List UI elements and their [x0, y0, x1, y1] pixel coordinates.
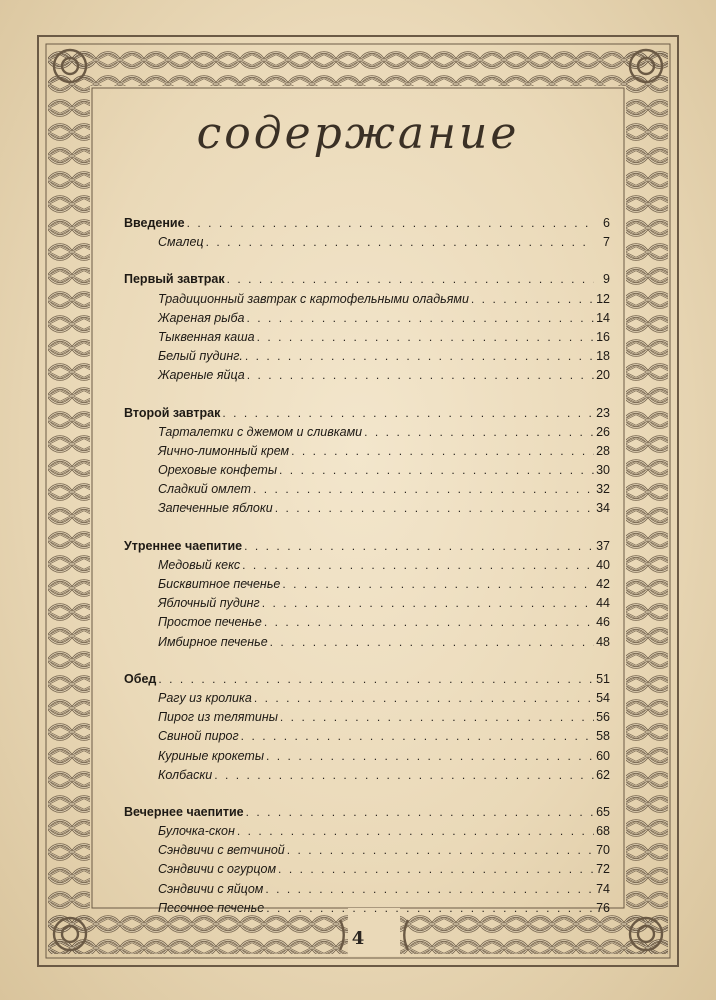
dot-leader [287, 841, 594, 860]
toc-entry [124, 328, 610, 347]
toc-entry [124, 461, 610, 480]
dot-leader [257, 328, 594, 347]
toc-entry-title: Жареные яйца [158, 368, 245, 383]
dot-leader [187, 214, 594, 233]
toc-entry-page: 58 [596, 729, 610, 744]
dot-leader [262, 594, 594, 613]
dot-leader [237, 822, 594, 841]
toc-entry-title: Яично-лимонный крем [158, 443, 290, 458]
toc-entry-title: Пирог из телятины [158, 710, 278, 725]
toc-entry [124, 899, 610, 918]
toc-entry-page: 16 [596, 329, 610, 344]
dot-leader [246, 309, 594, 328]
toc-entry-page: 18 [596, 349, 610, 364]
toc-entry [124, 613, 610, 632]
toc-entry [124, 747, 610, 766]
toc-entry-title: Бисквитное печенье [158, 577, 281, 591]
toc-entry-page: 32 [596, 482, 610, 497]
toc-section-heading-title: Обед [124, 671, 157, 686]
toc-entry-title: Свиной пирог [158, 729, 239, 744]
toc-entry-title: Ореховые конфеты [158, 463, 278, 478]
dot-leader [275, 499, 594, 518]
toc-entry-title: Тыквенная каша [158, 329, 255, 344]
dot-leader [158, 670, 594, 689]
toc-entry-page: 12 [596, 291, 610, 306]
toc-entry-title: Имбирное печенье [158, 634, 268, 649]
toc-entry-page: 26 [596, 424, 610, 439]
toc-entry [124, 442, 610, 461]
toc-entry-title: Колбаски [158, 767, 213, 782]
dot-leader [282, 575, 594, 594]
dot-leader [264, 613, 594, 632]
dot-leader [222, 404, 594, 423]
toc-entry-title: Традиционный завтрак с картофельными оладьями [158, 291, 469, 306]
dot-leader [265, 880, 594, 899]
dot-leader [471, 290, 594, 309]
toc-entry [124, 841, 610, 860]
toc-entry-page: 30 [596, 463, 610, 478]
toc-section [124, 270, 610, 385]
toc-section-heading-title: Утреннее чаепитие [124, 538, 243, 553]
dot-leader [364, 423, 594, 442]
toc-entry [124, 575, 610, 594]
toc-entry-title: Сэндвичи с огурцом [158, 862, 277, 877]
toc-entry [124, 290, 610, 309]
toc-entry [124, 347, 610, 366]
toc-section-heading-page: 9 [603, 272, 610, 287]
toc-entry [124, 309, 610, 328]
toc-entry-page: 68 [596, 824, 610, 839]
page-title: содержание [196, 108, 520, 159]
toc-entry-page: 54 [596, 690, 610, 705]
toc-section-heading-page: 65 [596, 804, 610, 819]
toc-section-heading-page: 51 [596, 671, 610, 686]
toc-section-heading [124, 404, 610, 423]
toc-section [124, 404, 610, 519]
toc-entry-page: 76 [596, 900, 610, 915]
toc-section-heading [124, 803, 610, 822]
toc-section [124, 670, 610, 785]
toc-entry-page: 7 [603, 235, 610, 250]
toc-section-heading [124, 537, 610, 556]
dot-leader [278, 860, 594, 879]
toc-entry-title: Яблочный пудинг [158, 596, 260, 611]
dot-leader [206, 233, 594, 252]
toc-entry-title: Сладкий омлет [158, 482, 252, 497]
toc-entry-page: 48 [596, 634, 610, 649]
toc-section-heading [124, 670, 610, 689]
table-of-contents [124, 214, 610, 936]
toc-entry [124, 822, 610, 841]
dot-leader [254, 689, 594, 708]
toc-section-heading-title: Введение [124, 216, 185, 230]
toc-entry [124, 499, 610, 518]
toc-entry-title: Простое печенье [158, 615, 262, 630]
toc-section-heading-page: 23 [596, 405, 610, 420]
toc-entry-title: Жареная рыба [158, 310, 245, 325]
toc-entry [124, 366, 610, 385]
toc-entry-title: Куриные крокеты [158, 748, 265, 763]
dot-leader [214, 766, 594, 785]
toc-entry-title: Белый пудинг. [158, 349, 243, 364]
toc-entry-page: 70 [596, 843, 610, 858]
dot-leader [253, 480, 594, 499]
toc-section-heading-page: 37 [596, 538, 610, 553]
toc-entry [124, 708, 610, 727]
toc-entry [124, 423, 610, 442]
toc-entry-page: 74 [596, 881, 610, 896]
dot-leader [266, 747, 594, 766]
toc-entry-title: Тарталетки с джемом и сливками [158, 424, 363, 439]
toc-entry-page: 34 [596, 501, 610, 516]
toc-section [124, 537, 610, 652]
toc-section-heading [124, 270, 610, 289]
toc-entry-page: 40 [596, 557, 610, 572]
toc-entry [124, 860, 610, 879]
toc-section-heading [124, 214, 610, 233]
toc-entry-page: 20 [596, 368, 610, 383]
dot-leader [247, 366, 594, 385]
toc-entry-title: Запеченные яблоки [158, 501, 273, 516]
toc-section-heading-title: Первый завтрак [124, 272, 225, 287]
toc-entry [124, 556, 610, 575]
toc-entry [124, 480, 610, 499]
toc-entry-title: Рагу из кролика [158, 690, 252, 705]
toc-entry-title: Сэндвичи с яйцом [158, 881, 264, 896]
dot-leader [245, 347, 594, 366]
dot-leader [266, 899, 594, 918]
dot-leader [280, 708, 594, 727]
toc-entry-title: Смалец [158, 235, 204, 250]
toc-entry [124, 633, 610, 652]
toc-entry [124, 880, 610, 899]
page-number: 4 [351, 928, 365, 949]
toc-section [124, 214, 610, 252]
toc-entry-page: 42 [596, 577, 610, 591]
toc-entry [124, 727, 610, 746]
toc-entry-page: 28 [596, 443, 610, 458]
toc-entry-page: 62 [596, 767, 610, 782]
dot-leader [246, 803, 594, 822]
dot-leader [270, 633, 594, 652]
toc-entry-page: 60 [596, 748, 610, 763]
toc-entry-page: 44 [596, 596, 610, 611]
dot-leader [242, 556, 594, 575]
toc-entry [124, 766, 610, 785]
toc-entry-title: Песочное печенье [158, 900, 265, 915]
dot-leader [241, 727, 594, 746]
dot-leader [227, 270, 594, 289]
toc-section [124, 803, 610, 918]
toc-section-heading-title: Вечернее чаепитие [124, 804, 244, 819]
toc-entry [124, 233, 610, 252]
toc-entry-page: 46 [596, 615, 610, 630]
dot-leader [279, 461, 594, 480]
toc-entry-page: 56 [596, 710, 610, 725]
dot-leader [244, 537, 594, 556]
toc-entry-title: Медовый кекс [158, 557, 241, 572]
toc-entry-title: Булочка-скон [158, 824, 235, 839]
toc-entry-title: Сэндвичи с ветчиной [158, 843, 285, 858]
dot-leader [291, 442, 594, 461]
toc-section-heading-page: 6 [603, 216, 610, 230]
toc-section-heading-title: Второй завтрак [124, 405, 221, 420]
toc-entry [124, 689, 610, 708]
toc-entry [124, 594, 610, 613]
toc-entry-page: 72 [596, 862, 610, 877]
toc-entry-page: 14 [596, 310, 610, 325]
